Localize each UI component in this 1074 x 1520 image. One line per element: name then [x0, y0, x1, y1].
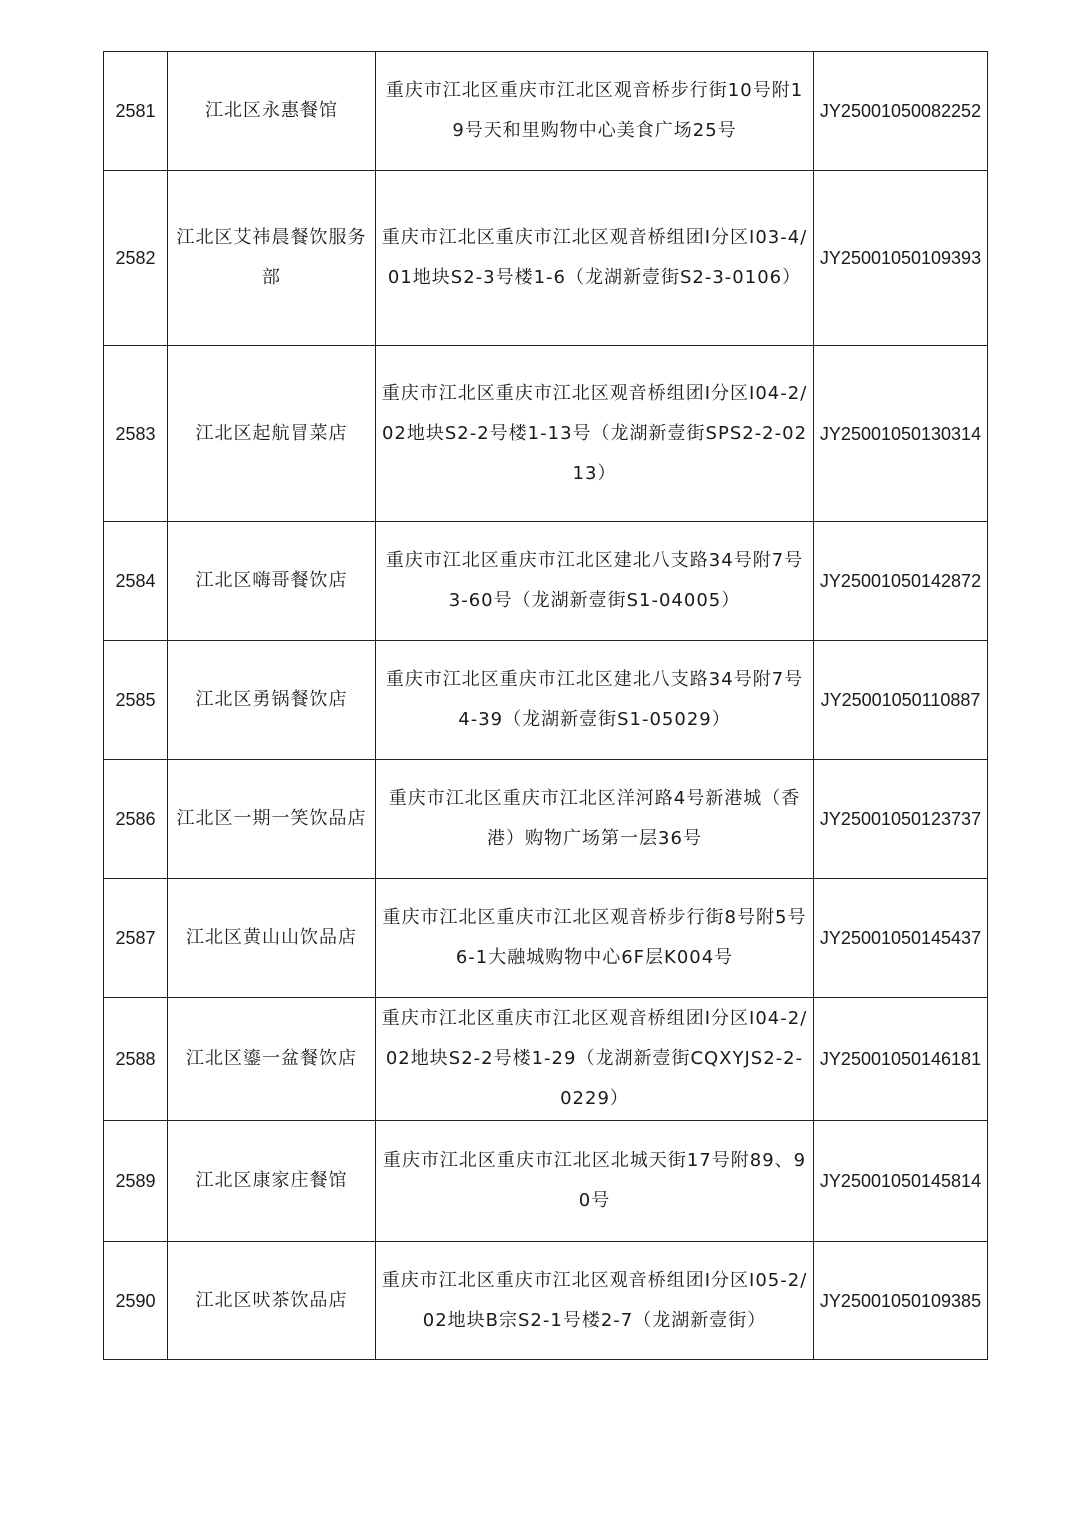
- license-number: JY25001050142872: [814, 522, 988, 641]
- row-number: 2583: [104, 346, 168, 522]
- license-number: JY25001050145814: [814, 1121, 988, 1242]
- row-number: 2589: [104, 1121, 168, 1242]
- business-name: 江北区勇锅餐饮店: [168, 641, 376, 760]
- table-row: [104, 52, 988, 171]
- row-number: 2590: [104, 1242, 168, 1360]
- row-number: 2588: [104, 998, 168, 1121]
- business-name: 江北区黄山山饮品店: [168, 879, 376, 998]
- table-row: [104, 1121, 988, 1242]
- table-row: [104, 346, 988, 522]
- row-number: 2586: [104, 760, 168, 879]
- row-number: 2587: [104, 879, 168, 998]
- business-name: 江北区吠茶饮品店: [168, 1242, 376, 1360]
- business-address: 重庆市江北区重庆市江北区建北八支路34号附7号4-39（龙湖新壹街S1-05029）: [376, 641, 814, 760]
- table-row: [104, 760, 988, 879]
- row-number: 2585: [104, 641, 168, 760]
- license-number: JY25001050110887: [814, 641, 988, 760]
- business-address: 重庆市江北区重庆市江北区洋河路4号新港城（香港）购物广场第一层36号: [376, 760, 814, 879]
- license-number: JY25001050109393: [814, 171, 988, 346]
- table-row: [104, 641, 988, 760]
- table-row: [104, 522, 988, 641]
- license-table: [103, 51, 988, 1360]
- business-address: 重庆市江北区重庆市江北区观音桥组团Ⅰ分区Ⅰ05-2/02地块B宗S2-1号楼2-7（龙湖新壹街）: [376, 1242, 814, 1360]
- business-address: 重庆市江北区重庆市江北区观音桥组团Ⅰ分区Ⅰ04-2/02地块S2-2号楼1-29（龙湖新壹街CQXYJS2-2-0229）: [376, 998, 814, 1121]
- business-address: 重庆市江北区重庆市江北区观音桥组团Ⅰ分区Ⅰ03-4/01地块S2-3号楼1-6（龙湖新壹街S2-3-0106）: [376, 171, 814, 346]
- table-row: [104, 1242, 988, 1360]
- row-number: 2584: [104, 522, 168, 641]
- business-name: 江北区起航冒菜店: [168, 346, 376, 522]
- license-number: JY25001050082252: [814, 52, 988, 171]
- row-number: 2581: [104, 52, 168, 171]
- license-number: JY25001050130314: [814, 346, 988, 522]
- table-row: [104, 171, 988, 346]
- license-number: JY25001050146181: [814, 998, 988, 1121]
- row-number: 2582: [104, 171, 168, 346]
- business-name: 江北区康家庄餐馆: [168, 1121, 376, 1242]
- business-address: 重庆市江北区重庆市江北区观音桥组团Ⅰ分区Ⅰ04-2/02地块S2-2号楼1-13号（龙湖新壹街SPS2-2-0213）: [376, 346, 814, 522]
- business-address: 重庆市江北区重庆市江北区观音桥步行街8号附5号6-1大融城购物中心6F层K004号: [376, 879, 814, 998]
- license-number: JY25001050145437: [814, 879, 988, 998]
- business-name: 江北区永惠餐馆: [168, 52, 376, 171]
- business-name: 江北区鎏一盆餐饮店: [168, 998, 376, 1121]
- business-address: 重庆市江北区重庆市江北区北城天街17号附89、90号: [376, 1121, 814, 1242]
- business-name: 江北区嗨哥餐饮店: [168, 522, 376, 641]
- business-name: 江北区艾祎晨餐饮服务部: [168, 171, 376, 346]
- business-name: 江北区一期一笑饮品店: [168, 760, 376, 879]
- business-address: 重庆市江北区重庆市江北区建北八支路34号附7号3-60号（龙湖新壹街S1-04005）: [376, 522, 814, 641]
- license-number: JY25001050123737: [814, 760, 988, 879]
- license-number: JY25001050109385: [814, 1242, 988, 1360]
- table-row: [104, 879, 988, 998]
- business-address: 重庆市江北区重庆市江北区观音桥步行街10号附19号天和里购物中心美食广场25号: [376, 52, 814, 171]
- table-row: [104, 998, 988, 1121]
